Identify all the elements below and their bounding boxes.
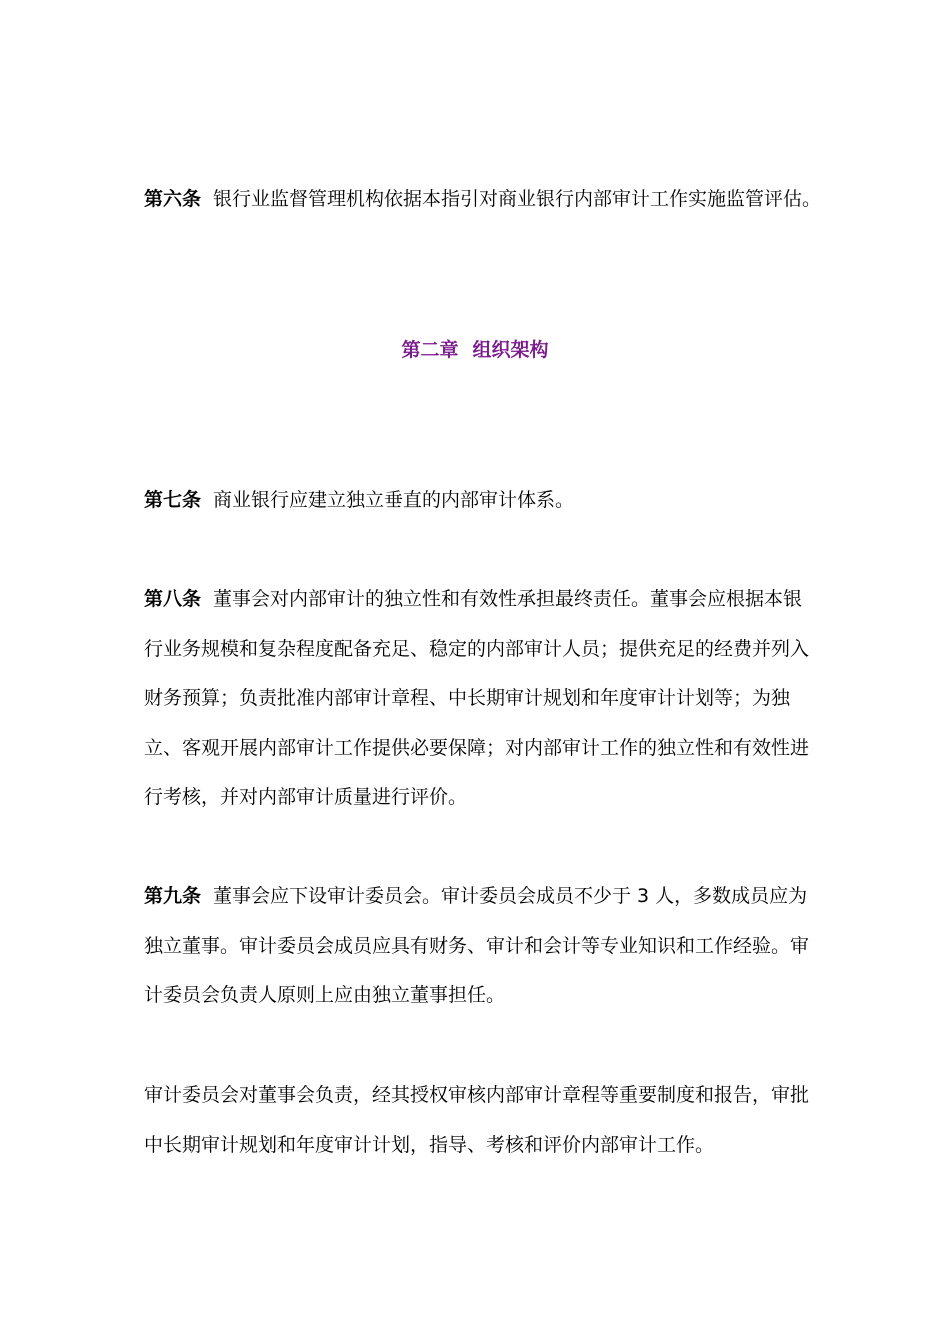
article-7 — [144, 476, 812, 526]
article-9 — [144, 872, 812, 1021]
article-9-text: 董事会应下设审计委员会。审计委员会成员不少于 3 人，多数成员应为独立董事。审计委员会成员应具有财务、审计和会计等专业知识和工作经验。审计委员会负责人原则上应由独立董事担任。 — [144, 885, 810, 1006]
chapter-heading — [0, 336, 950, 364]
article-8-label: 第八条 — [144, 588, 202, 610]
article-9-continuation — [144, 1071, 812, 1170]
chapter-number: 第二章 — [401, 339, 459, 361]
article-6 — [144, 175, 844, 225]
article-7-text: 商业银行应建立独立垂直的内部审计体系。 — [213, 489, 575, 511]
article-6-text: 银行业监督管理机构依据本指引对商业银行内部审计工作实施监管评估。 — [213, 188, 822, 210]
article-6-label: 第六条 — [144, 188, 202, 210]
chapter-title: 组织架构 — [472, 339, 549, 361]
article-7-label: 第七条 — [144, 489, 202, 511]
article-8-text: 董事会对内部审计的独立性和有效性承担最终责任。董事会应根据本银行业务规模和复杂程度配备充足、稳定的内部审计人员；提供充足的经费并列入财务预算；负责批准内部审计章程、中长期审计规划和年度审计计划等；为独立、客观开展内部审计工作提供必要保障；对内部审计工作的独立性和有效性进行考核，并对内部审计质量进行评价。 — [144, 588, 810, 808]
article-8 — [144, 575, 812, 823]
article-9-label: 第九条 — [144, 885, 202, 907]
article-9-continuation-text: 审计委员会对董事会负责，经其授权审核内部审计章程等重要制度和报告，审批中长期审计规划和年度审计计划，指导、考核和评价内部审计工作。 — [144, 1084, 810, 1156]
